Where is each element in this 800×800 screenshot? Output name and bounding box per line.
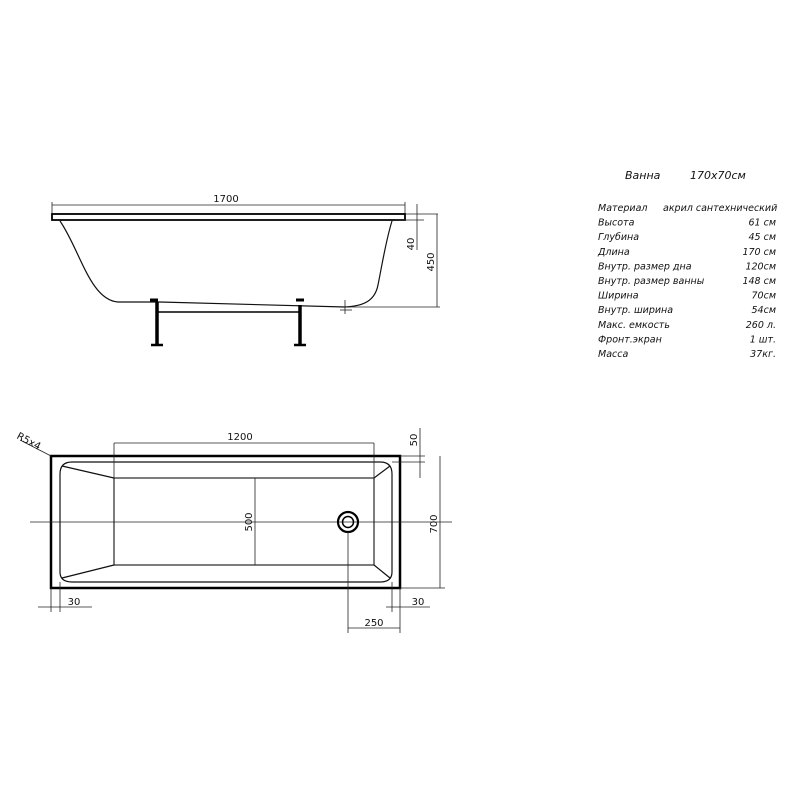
spec-value: 260 л. <box>745 319 776 331</box>
slope-line <box>374 565 390 578</box>
width-label: 700 <box>429 514 440 534</box>
rim-height-label: 40 <box>406 237 417 251</box>
spec-block <box>597 169 777 360</box>
length-label: 1700 <box>213 194 239 205</box>
spec-value: 148 см <box>742 276 776 287</box>
spec-label: Высота <box>598 217 635 229</box>
spec-label: Внутр. размер ванны <box>598 276 705 287</box>
spec-label: Внутр. ширина <box>598 305 674 317</box>
height-label: 450 <box>426 252 437 272</box>
spec-label: Внутр. размер дна <box>598 261 692 273</box>
spec-table <box>597 203 777 360</box>
right-offset-label: 30 <box>411 597 425 608</box>
spec-label: Материал <box>598 203 648 214</box>
bath-rim <box>52 214 405 220</box>
spec-label: Масса <box>598 349 629 360</box>
spec-value: 70см <box>751 290 776 302</box>
side-view <box>52 194 440 345</box>
drain-offset-label: 250 <box>364 618 384 629</box>
slope-line <box>374 466 390 478</box>
spec-value: акрил сантехнический <box>663 203 778 214</box>
spec-label: Ширина <box>598 290 639 302</box>
bottom-width-label: 500 <box>244 512 255 532</box>
spec-value: 61 см <box>748 217 776 229</box>
spec-value: 120см <box>745 261 776 273</box>
left-offset-label: 30 <box>67 597 81 608</box>
bottom-length-label: 1200 <box>227 432 253 443</box>
spec-label: Фронт.экран <box>598 334 662 346</box>
bath-legs <box>150 300 306 345</box>
spec-value: 37кг. <box>750 349 776 360</box>
spec-value: 1 шт. <box>749 334 776 346</box>
slope-line <box>62 565 114 578</box>
spec-value: 170 см <box>742 246 776 258</box>
top-view <box>15 428 452 633</box>
radius-label: R5х4 <box>14 430 43 453</box>
spec-value: 54см <box>751 305 776 317</box>
spec-label: Макс. емкость <box>598 319 670 331</box>
spec-label: Длина <box>598 246 630 258</box>
bath-body-outline <box>60 221 392 307</box>
slope-line <box>62 466 114 478</box>
spec-value: 45 см <box>748 232 776 244</box>
title-name: Ванна <box>625 169 661 182</box>
spec-label: Глубина <box>598 232 640 244</box>
rim-width-label: 50 <box>409 433 420 447</box>
title-size: 170х70см <box>690 169 746 182</box>
